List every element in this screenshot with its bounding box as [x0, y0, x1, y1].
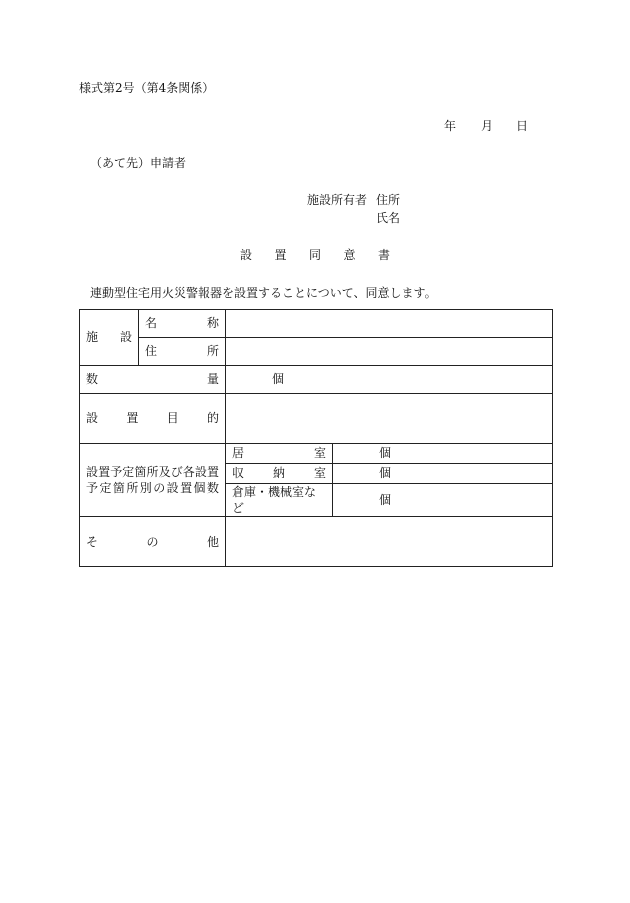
facility-address-field[interactable]: [226, 338, 553, 366]
facility-name-field[interactable]: [226, 310, 553, 338]
facility-address-label: 住 所: [139, 338, 226, 366]
quantity-field[interactable]: [226, 366, 553, 394]
title-char: 設: [240, 248, 253, 262]
quantity-unit: 個: [272, 372, 285, 387]
document-title: [240, 249, 390, 261]
title-char: 同: [308, 248, 321, 262]
other-field[interactable]: [226, 517, 553, 567]
form-number: 様式第2号（第4条関係）: [79, 81, 215, 95]
purpose-field[interactable]: [226, 394, 553, 444]
room-type-warehouse: 倉庫・機械室など: [226, 484, 333, 517]
title-char: 置: [274, 248, 287, 262]
quantity-label: 数 量: [80, 366, 226, 394]
addressee: （あて先）申請者: [90, 156, 187, 170]
other-label: そ の 他: [80, 517, 226, 567]
owner-label: 施設所有者: [307, 193, 368, 207]
purpose-label: 設 置 目 的: [80, 394, 226, 444]
planned-locations-label: 設置予定箇所及び各設置 予定箇所別の設置個数: [80, 444, 226, 517]
facility-header: 施 設: [80, 310, 139, 366]
date-month-label: 月: [481, 119, 494, 133]
count-unit: 個: [379, 493, 392, 508]
count-unit: 個: [379, 466, 392, 481]
living-room-count-field[interactable]: [333, 444, 553, 464]
owner-name-label: 氏名: [376, 211, 401, 225]
title-char: 意: [343, 248, 356, 262]
date-year-label: 年: [444, 119, 457, 133]
room-type-living: 居 室: [226, 444, 333, 464]
consent-form-table: [79, 309, 553, 567]
owner-address-label: 住所: [376, 193, 401, 207]
count-unit: 個: [379, 446, 392, 461]
warehouse-count-field[interactable]: [333, 484, 553, 517]
consent-statement: 連動型住宅用火災警報器を設置することについて、同意します。: [90, 286, 437, 300]
room-type-storage: 収 納 室: [226, 464, 333, 484]
storage-room-count-field[interactable]: [333, 464, 553, 484]
title-char: 書: [377, 248, 390, 262]
facility-name-label: 名 称: [139, 310, 226, 338]
date-day-label: 日: [516, 119, 529, 133]
